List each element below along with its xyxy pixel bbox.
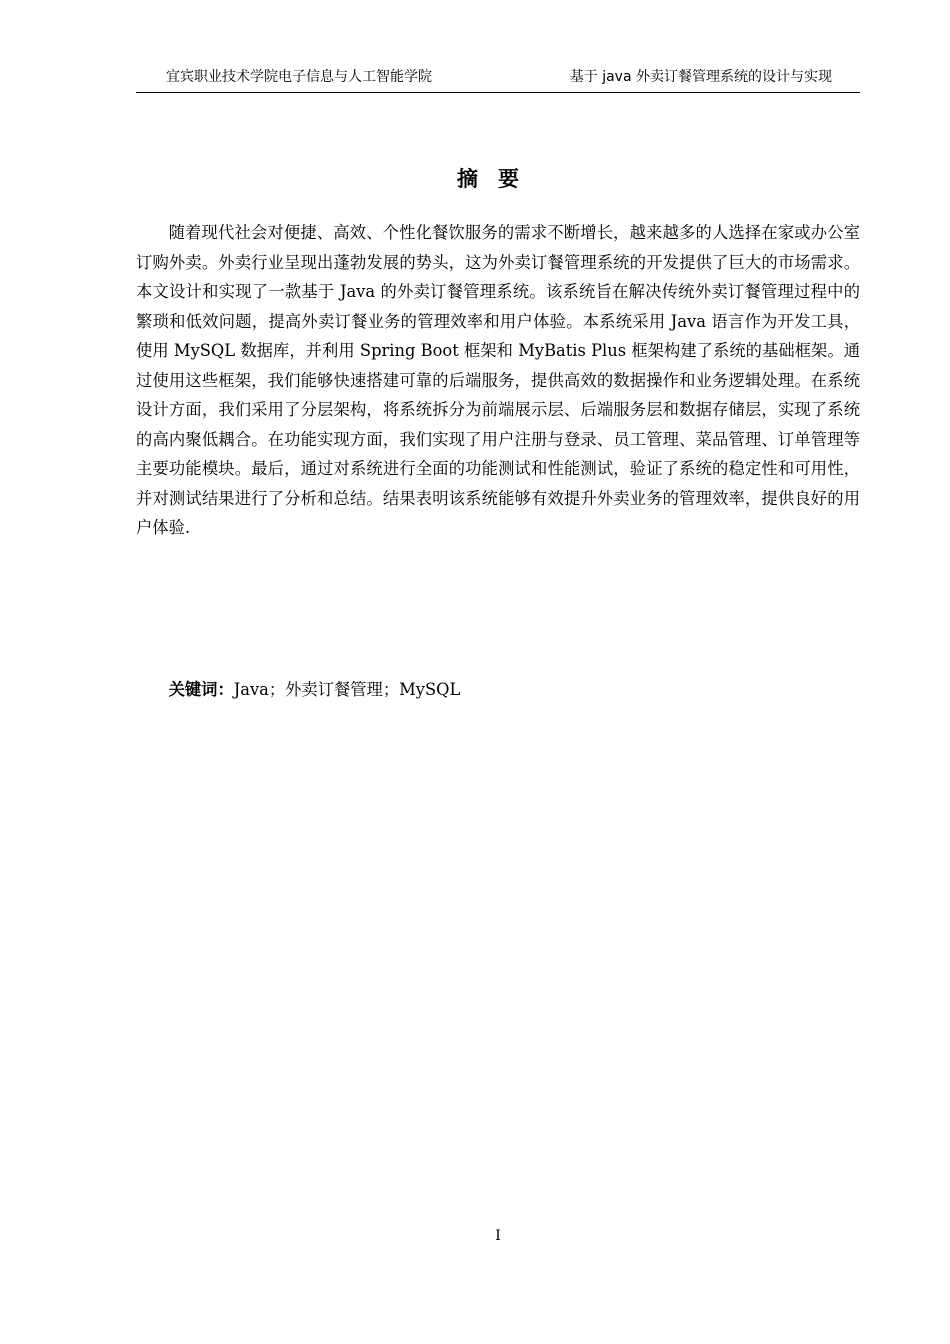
keywords-value: Java；外卖订餐管理；MySQL — [233, 680, 461, 699]
page-header — [136, 64, 860, 93]
page-number: I — [495, 1228, 501, 1244]
header-institution: 宜宾职业技术学院电子信息与人工智能学院 — [166, 69, 432, 85]
keywords-line — [136, 675, 860, 705]
abstract-title: 摘要 — [457, 167, 539, 191]
header-thesis-title: 基于 java 外卖订餐管理系统的设计与实现 — [569, 69, 832, 85]
abstract-body: 随着现代社会对便捷、高效、个性化餐饮服务的需求不断增长，越来越多的人选择在家或办公室订购外卖。外卖行业呈现出蓬勃发展的势头，这为外卖订餐管理系统的开发提供了巨大的市场需求。本文设计和实现了一款基于 Java 的外卖订餐管理系统。该系统旨在解决传统外卖订餐管理过程中的繁琐和低效问题，提高外卖订餐业务的管理效率和用户体验。本系统采用 Java 语言作为开发工具，使用 MySQL 数据库，并利用 Spring Boot 框架和 MyBatis Plus 框架构建了系统的基础框架。通过使用这些框架，我们能够快速搭建可靠的后端服务，提供高效的数据操作和业务逻辑处理。在系统设计方面，我们采用了分层架构，将系统拆分为前端展示层、后端服务层和数据存储层，实现了系统的高内聚低耦合。在功能实现方面，我们实现了用户注册与登录、员工管理、菜品管理、订单管理等主要功能模块。最后，通过对系统进行全面的功能测试和性能测试，验证了系统的稳定性和可用性，并对测试结果进行了分析和总结。结果表明该系统能够有效提升外卖业务的管理效率，提供良好的用户体验. — [136, 223, 860, 537]
keywords-label: 关键词： — [168, 680, 234, 699]
